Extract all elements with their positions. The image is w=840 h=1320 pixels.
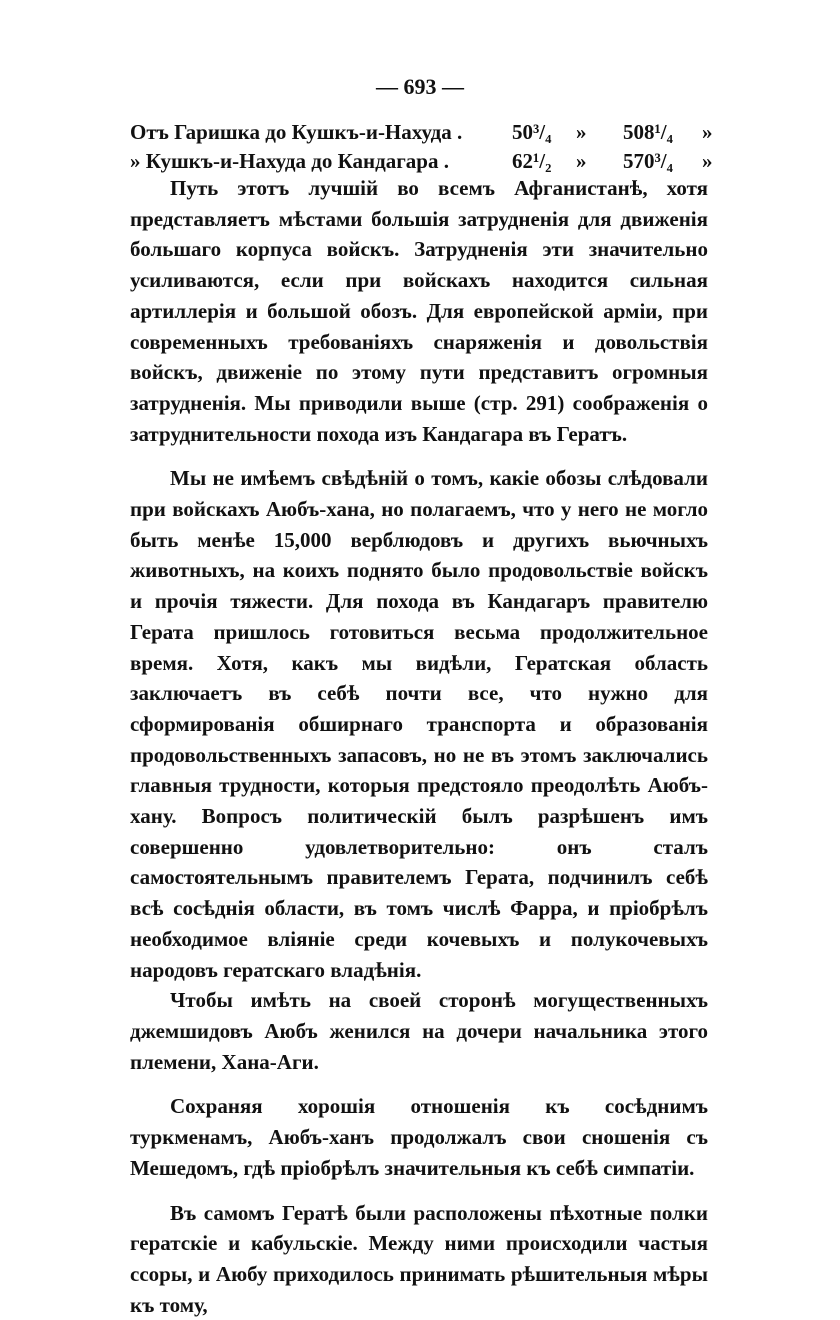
ditto-mark: » bbox=[702, 149, 713, 174]
route-name: » Кушкъ-и-Нахуда до Кандагара . bbox=[130, 149, 449, 174]
paragraph: Сохраняя хорошія отношенія къ сосѣднимъ туркменамъ, Аюбъ-ханъ продолжалъ свои сношенія съ Мешедомъ, гдѣ пріобрѣлъ значительныя къ себѣ симпатіи. bbox=[130, 1091, 708, 1183]
route-cumulative: 570³/₄ bbox=[623, 149, 673, 174]
route-cumulative: 508¹/₄ bbox=[623, 120, 673, 145]
route-distance: 50³/₄ bbox=[512, 120, 551, 145]
route-distance: 62¹/₂ bbox=[512, 149, 551, 174]
route-row bbox=[130, 120, 710, 148]
paragraph: Мы не имѣемъ свѣдѣній о томъ, какіе обозы слѣдовали при войскахъ Аюбъ-хана, но полагаемъ, что у него не могло быть менѣе 15,000 верблюдовъ и другихъ вьючныхъ животныхъ, на коихъ поднято было продовольствіе войскъ и прочія тяжести. Для похода въ Кандагаръ правителю Герата пришлось готовиться весьма продолжительное время. Хотя, какъ мы видѣли, Гератская область заключаетъ въ себѣ почти все, что нужно для сформированія обширнаго транспорта и образованія продовольственныхъ запасовъ, но не въ этомъ заключались главныя трудности, которыя предстояло преодолѣть Аюбъ-хану. Вопросъ политическій былъ разрѣшенъ имъ совершенно удовлетворительно: онъ сталъ самостоятельнымъ правителемъ Герата, подчинилъ себѣ всѣ сосѣднія области, въ томъ числѣ Фарра, и пріобрѣлъ необходимое вліяніе среди кочевыхъ и полукочевыхъ народовъ гератскаго владѣнія. bbox=[130, 463, 708, 985]
ditto-mark: » bbox=[702, 120, 713, 145]
paragraph: Чтобы имѣть на своей сторонѣ могущественныхъ джемшидовъ Аюбъ женился на дочери начальника этого племени, Хана-Аги. bbox=[130, 985, 708, 1077]
page-number: — 693 — bbox=[0, 74, 840, 100]
paragraph: Въ самомъ Гератѣ были расположены пѣхотные полки гератскіе и кабульскіе. Между ними происходили частыя ссоры, и Аюбу приходилось принимать рѣшительныя мѣры къ тому, bbox=[130, 1198, 708, 1320]
ditto-mark: » bbox=[576, 120, 587, 145]
paragraph: Путь этотъ лучшій во всемъ Афганистанѣ, хотя представляетъ мѣстами большія затрудненія для движенія большаго корпуса войскъ. Затрудненія эти значительно усиливаются, если при войскахъ находится сильная артиллерія и большой обозъ. Для европейской арміи, при современныхъ требованіяхъ снаряженія и довольствія войскъ, движеніе по этому пути представитъ огромныя затрудненія. Мы приводили выше (стр. 291) соображенія о затруднительности похода изъ Кандагара въ Гератъ. bbox=[130, 173, 708, 449]
route-name: Отъ Гаришка до Кушкъ-и-Нахуда . bbox=[130, 120, 462, 145]
ditto-mark: » bbox=[576, 149, 587, 174]
body-text bbox=[130, 173, 708, 1320]
